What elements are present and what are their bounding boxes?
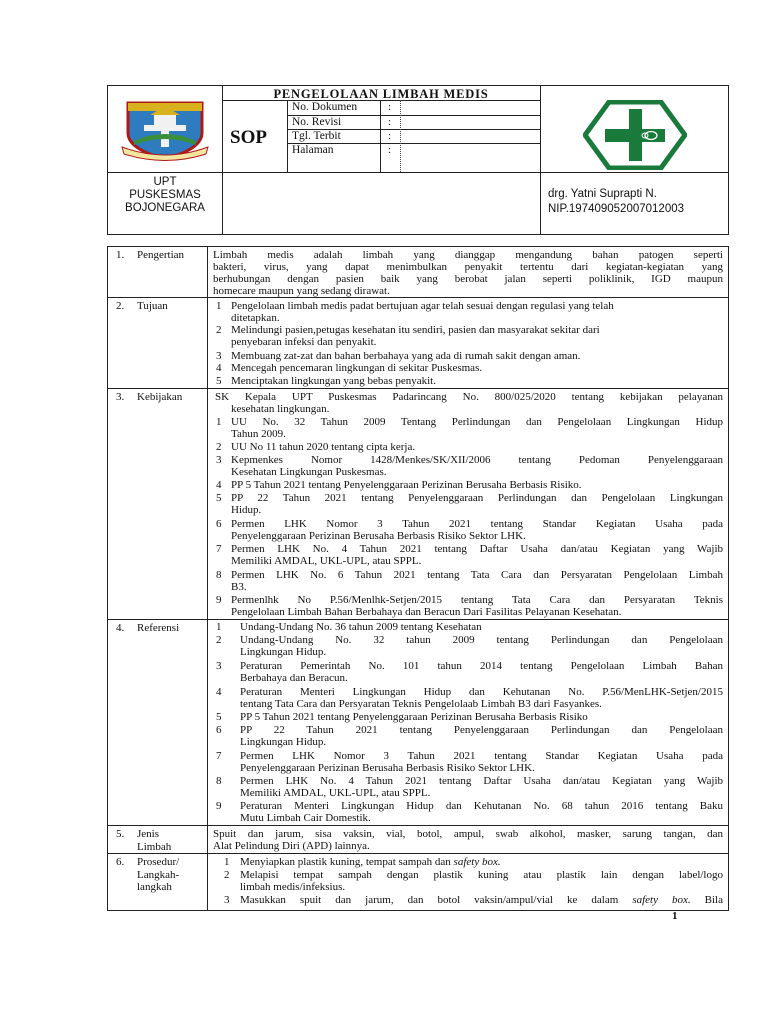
list-number: 1 bbox=[224, 856, 230, 868]
list-number: 2 bbox=[224, 869, 230, 881]
kebijakan-intro: SK Kepala UPT Puskesmas Padarincang No. 800/025/2020 tentang kebijakan pelayanan bbox=[215, 391, 723, 403]
tujuan-item: Menciptakan lingkungan yang bebas penyakit. bbox=[231, 375, 436, 387]
list-number: 7 bbox=[216, 750, 222, 762]
section-number: 2. bbox=[116, 300, 125, 312]
section-label-kebijakan: Kebijakan bbox=[137, 391, 183, 403]
tujuan-item: penyebaran infeksi dan penyakit. bbox=[231, 336, 377, 348]
sop-label: SOP bbox=[230, 127, 267, 148]
referensi-item: Mutu Limbah Cair Domestik. bbox=[240, 812, 371, 824]
section-label-referensi: Referensi bbox=[137, 622, 180, 634]
referensi-item: Penyelenggaraan Perizinan Berusaha Berbasis Risiko Sektor LHK. bbox=[240, 762, 535, 774]
prosedur-step-italic: safety box. bbox=[632, 894, 691, 906]
kebijakan-item: Permen LHK No. 6 Tahun 2021 tentang Tata Cara dan Persyaratan Pengelolaan Limbah bbox=[231, 569, 723, 581]
referensi-item: Berbahaya dan Beracun. bbox=[240, 672, 348, 684]
list-number: 2 bbox=[216, 441, 222, 453]
section-label-line: Limbah bbox=[137, 840, 172, 853]
meta-label-no-revisi: No. Revisi bbox=[292, 116, 342, 128]
tujuan-item: Pengelolaan limbah medis padat bertujuan agar telah sesuai dengan regulasi yang telah bbox=[231, 300, 614, 312]
prosedur-step bbox=[240, 894, 723, 907]
kebijakan-item: Penyelenggaraan Perizinan Berusaha Berbasis Risiko Sektor LHK. bbox=[231, 530, 526, 542]
section-number: 1. bbox=[116, 249, 125, 261]
list-number: 2 bbox=[216, 634, 222, 646]
header-divider bbox=[380, 100, 381, 172]
section-number: 6. bbox=[116, 856, 125, 868]
section-number: 4. bbox=[116, 622, 125, 634]
list-number: 3 bbox=[216, 350, 222, 362]
tujuan-item: Melindungi pasien,petugas kesehatan itu sendiri, pasien dan masyarakat sekitar dari bbox=[231, 324, 600, 336]
list-number: 1 bbox=[216, 621, 222, 633]
row-divider bbox=[107, 297, 729, 298]
meta-label-no-dokumen: No. Dokumen bbox=[292, 101, 358, 113]
kebijakan-item: Kepmenkes Nomor 1428/Menkes/SK/XII/2006 tentang Pedoman Penyelenggaraan bbox=[231, 454, 723, 466]
referensi-item: Undang-Undang No. 32 tahun 2009 tentang Perlindungan dan Pengelolaan bbox=[240, 634, 723, 646]
signer-nip: NIP.197409052007012003 bbox=[548, 203, 685, 215]
kebijakan-item: Memiliki AMDAL, UKL-UPL, atau SPPL. bbox=[231, 555, 422, 567]
kebijakan-item: Tahun 2009. bbox=[231, 428, 286, 440]
meta-value-halaman: : bbox=[388, 144, 392, 156]
content-divider bbox=[207, 246, 208, 911]
list-number: 4 bbox=[216, 362, 222, 374]
header-divider bbox=[107, 172, 729, 173]
kebijakan-item: PP 5 Tahun 2021 tentang Penyelenggaraan Perizinan Berusaha Berbasis Risiko. bbox=[231, 479, 582, 491]
prosedur-step: Melapisi tempat sampah dengan plastik kuning atau plastik lain dengan label/logo bbox=[240, 869, 723, 881]
prosedur-step-text: Bila bbox=[690, 894, 723, 906]
list-number: 1 bbox=[216, 416, 222, 428]
signer-name: drg. Yatni Suprapti N. bbox=[548, 188, 657, 200]
section-number: 3. bbox=[116, 391, 125, 403]
section-label-tujuan: Tujuan bbox=[137, 300, 168, 312]
list-number: 8 bbox=[216, 569, 222, 581]
list-number: 2 bbox=[216, 324, 222, 336]
page-number: 1 bbox=[672, 910, 678, 922]
section-label-line: langkah bbox=[137, 881, 172, 893]
pengertian-line: homecare maupun yang sedang dirawat. bbox=[213, 285, 390, 297]
header-divider bbox=[540, 85, 541, 235]
row-divider bbox=[107, 619, 729, 620]
referensi-item: Permen LHK No. 4 Tahun 2021 tentang Daftar Usaha dan/atau Kegiatan yang Wajib bbox=[240, 775, 723, 787]
kebijakan-item: UU No. 32 Tahun 2009 Tentang Perlindungan dan Pengelolaan Lingkungan Hidup bbox=[231, 416, 723, 428]
meta-value-no-dokumen: : bbox=[388, 101, 392, 113]
list-number: 4 bbox=[216, 686, 222, 698]
referensi-item: Lingkungan Hidup. bbox=[240, 646, 327, 658]
prosedur-step bbox=[240, 856, 501, 869]
section-label-line: Prosedur/ bbox=[137, 856, 180, 868]
section-label-line: Jenis bbox=[137, 828, 159, 840]
list-number: 6 bbox=[216, 724, 222, 736]
referensi-item: tentang Tata Cara dan Persyaratan Teknis Pengelolaab Limbah B3 dari Fasyankes. bbox=[240, 698, 602, 710]
unit-name-line: UPT bbox=[153, 176, 177, 188]
prosedur-step-text: Menyiapkan plastik kuning, tempat sampah dan bbox=[240, 856, 454, 868]
pengertian-line: Limbah medis adalah limbah yang dianggap mengandung bahan patogen seperti bbox=[213, 249, 723, 261]
prosedur-step-italic: safety box. bbox=[453, 856, 501, 868]
header-divider bbox=[222, 85, 223, 235]
header-divider bbox=[400, 100, 401, 172]
referensi-item: Undang-Undang No. 36 tahun 2009 tentang Kesehatan bbox=[240, 621, 482, 633]
list-number: 3 bbox=[224, 894, 230, 906]
section-label-prosedur bbox=[137, 856, 179, 894]
kebijakan-item: Permenlhk No P.56/Menlhk-Setjen/2015 tentang Tata Cara dan Persyaratan Teknis bbox=[231, 594, 723, 606]
list-number: 1 bbox=[216, 300, 222, 312]
pengertian-line: berhubungan dengan pasien baik yang berobat jalan seperti poliklinik, IGD maupun bbox=[213, 273, 723, 285]
referensi-item: Memiliki AMDAL, UKL-UPL, atau SPPL. bbox=[240, 787, 431, 799]
referensi-item: Lingkungan Hidup. bbox=[240, 736, 327, 748]
kebijakan-item: Permen LHK No. 4 Tahun 2021 tentang Daftar Usaha dan/atau Kegiatan yang Wajib bbox=[231, 543, 723, 555]
row-divider bbox=[107, 853, 729, 854]
section-label-jenis-limbah bbox=[137, 828, 171, 853]
tujuan-item: Membuang zat-zat dan bahan berbahaya yang ada di rumah sakit dengan aman. bbox=[231, 350, 581, 362]
header-divider bbox=[287, 100, 288, 172]
meta-value-no-revisi: : bbox=[388, 116, 392, 128]
unit-name-line: BOJONEGARA bbox=[125, 202, 205, 214]
referensi-item: Permen LHK Nomor 3 Tahun 2021 tentang Standar Kegiatan Usaha pada bbox=[240, 750, 723, 762]
list-number: 8 bbox=[216, 775, 222, 787]
meta-label-halaman: Halaman bbox=[292, 144, 334, 156]
section-label-line: Langkah- bbox=[137, 868, 180, 881]
tujuan-item: ditetapkan. bbox=[231, 312, 280, 324]
list-number: 7 bbox=[216, 543, 222, 555]
regency-emblem-icon bbox=[120, 97, 210, 163]
section-label-pengertian: Pengertian bbox=[137, 249, 185, 261]
kebijakan-item: B3. bbox=[231, 581, 247, 593]
kebijakan-intro: kesehatan lingkungan. bbox=[231, 403, 330, 415]
referensi-item: Peraturan Pemerintah No. 101 tahun 2014 tentang Pengelolaan Limbah Bahan bbox=[240, 660, 723, 672]
list-number: 6 bbox=[216, 518, 222, 530]
kebijakan-item: Pengelolaan Limbah Bahan Berbahaya dan Beracun Dari Fasilitas Pelayanan Kesehatan. bbox=[231, 606, 622, 618]
kebijakan-item: PP 22 Tahun 2021 tentang Penyelenggaraan Perlindungan dan Pengelolaan Lingkungan bbox=[231, 492, 723, 504]
row-divider bbox=[107, 825, 729, 826]
list-number: 9 bbox=[216, 594, 222, 606]
puskesmas-logo-icon bbox=[583, 100, 687, 170]
list-number: 9 bbox=[216, 800, 222, 812]
list-number: 5 bbox=[216, 492, 222, 504]
list-number: 5 bbox=[216, 711, 222, 723]
list-number: 5 bbox=[216, 375, 222, 387]
list-number: 4 bbox=[216, 479, 222, 491]
referensi-item: Peraturan Menteri Lingkungan Hidup dan Kehutanan No. 68 tahun 2016 tentang Baku bbox=[240, 800, 723, 812]
referensi-item: PP 22 Tahun 2021 tentang Penyelenggaraan Perlindungan dan Pengelolaan bbox=[240, 724, 723, 736]
pengertian-line: bakteri, virus, yang dapat menimbulkan penyakit tertentu dari kegiatan-kegiatan yang bbox=[213, 261, 723, 273]
section-number: 5. bbox=[116, 828, 125, 840]
jenis-limbah-text: Alat Pelindung Diri (APD) lainnya. bbox=[213, 840, 370, 852]
referensi-item: PP 5 Tahun 2021 tentang Penyelenggaraan Perizinan Berusaha Berbasis Risiko bbox=[240, 711, 588, 723]
kebijakan-item: Kesehatan Lingkungan Puskesmas. bbox=[231, 466, 387, 478]
list-number: 3 bbox=[216, 454, 222, 466]
unit-name bbox=[108, 176, 222, 215]
jenis-limbah-text: Spuit dan jarum, sisa vaksin, vial, botol, ampul, swab alkohol, masker, sarung tangan, dan bbox=[213, 828, 723, 840]
prosedur-step-text: Masukkan spuit dan jarum, dan botol vaksin/ampul/vial ke dalam bbox=[240, 894, 633, 906]
kebijakan-item: UU No 11 tahun 2020 tentang cipta kerja. bbox=[231, 441, 416, 453]
referensi-item: Peraturan Menteri Lingkungan Hidup dan Kehutanan No. P.56/MenLHK-Setjen/2015 bbox=[240, 686, 723, 698]
meta-value-tgl-terbit: : bbox=[388, 130, 392, 142]
kebijakan-item: Hidup. bbox=[231, 504, 262, 516]
list-number: 3 bbox=[216, 660, 222, 672]
meta-label-tgl-terbit: Tgl. Terbit bbox=[292, 130, 341, 142]
unit-name-line: PUSKESMAS bbox=[129, 189, 201, 201]
row-divider bbox=[107, 388, 729, 389]
tujuan-item: Mencegah pencemaran lingkungan di sekitar Puskesmas. bbox=[231, 362, 483, 374]
kebijakan-item: Permen LHK Nomor 3 Tahun 2021 tentang Standar Kegiatan Usaha pada bbox=[231, 518, 723, 530]
prosedur-step: limbah medis/infeksius. bbox=[240, 881, 346, 893]
document-title: PENGELOLAAN LIMBAH MEDIS bbox=[273, 87, 489, 101]
